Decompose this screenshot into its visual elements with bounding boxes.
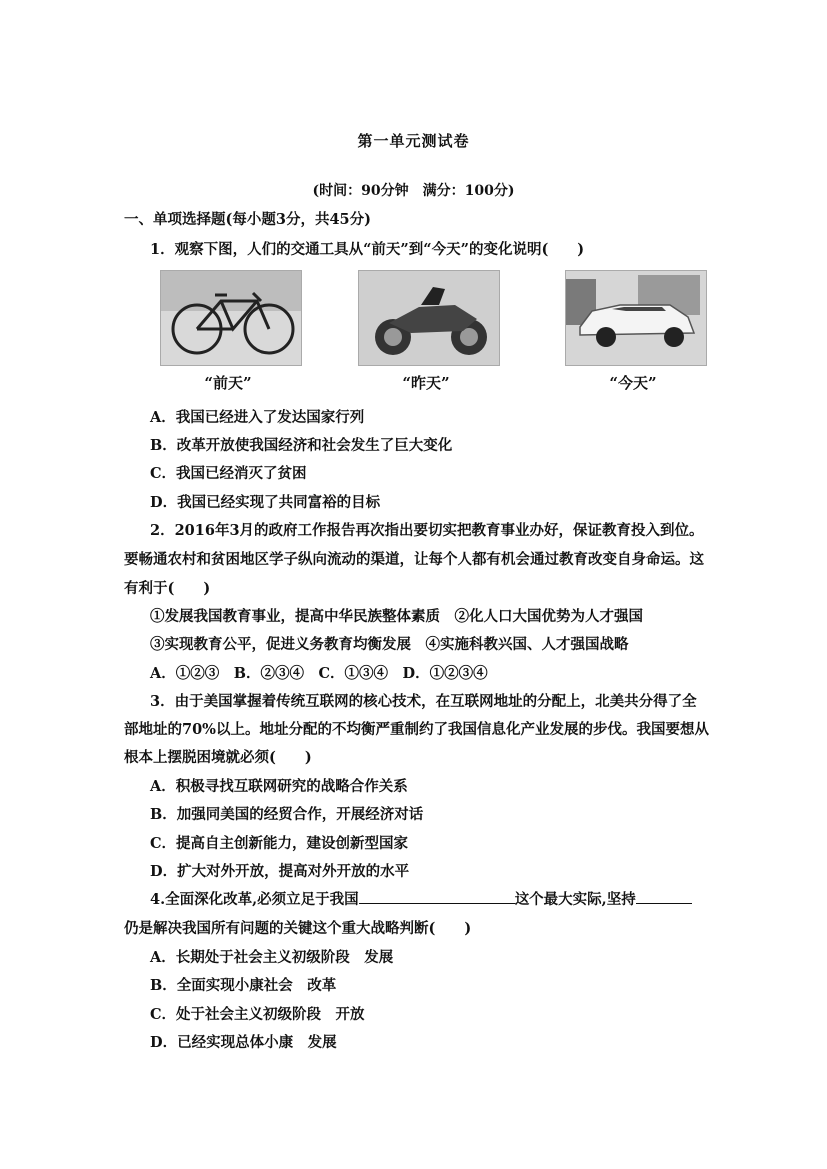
q4-option-d: D．已经实现总体小康 发展 <box>150 1034 337 1051</box>
q3-line-3: 根本上摆脱困境就必须( ) <box>124 749 312 766</box>
q2-line-1: 2．2016年3月的政府工作报告再次指出要切实把教育事业办好，保证教育投入到位。 <box>150 522 704 539</box>
q4-line-1 <box>150 888 710 909</box>
q4-line-1-start: 4.全面深化改革,必须立足于我国 <box>150 891 359 908</box>
fill-in-blank-2 <box>636 889 692 904</box>
exam-meta: (时间：90分钟 满分：100分) <box>312 183 515 199</box>
q4-option-c: C．处于社会主义初级阶段 开放 <box>150 1006 365 1023</box>
q2-options: A．①②③ B．②③④ C．①③④ D．①②③④ <box>150 665 488 682</box>
car-photo <box>565 270 707 366</box>
bicycle-photo <box>160 270 302 366</box>
q1-option-d: D．我国已经实现了共同富裕的目标 <box>150 494 381 511</box>
q2-items-2: ③实现教育公平，促进义务教育均衡发展 ④实施科教兴国、人才强国战略 <box>150 636 629 653</box>
motorcycle-photo <box>358 270 500 366</box>
caption-yesterday: “昨天” <box>402 374 450 392</box>
q3-option-b: B．加强同美国的经贸合作，开展经济对话 <box>150 806 424 823</box>
q3-line-1: 3．由于美国掌握着传统互联网的核心技术，在互联网地址的分配上，北美共分得了全 <box>150 693 697 710</box>
q3-option-d: D．扩大对外开放，提高对外开放的水平 <box>150 863 410 880</box>
q2-items-1: ①发展我国教育事业，提高中华民族整体素质 ②化人口大国优势为人才强国 <box>150 608 643 625</box>
q3-line-2: 部地址的70%以上。地址分配的不均衡严重制约了我国信息化产业发展的步伐。我国要想从 <box>124 721 709 738</box>
q4-line-1-middle: 这个最大实际,坚持 <box>514 891 636 908</box>
q1-option-b: B．改革开放使我国经济和社会发生了巨大变化 <box>150 437 453 454</box>
q3-option-a: A．积极寻找互联网研究的战略合作关系 <box>150 778 408 795</box>
caption-today: “今天” <box>609 374 657 392</box>
q1-stem: 1．观察下图，人们的交通工具从“前天”到“今天”的变化说明( ) <box>150 241 585 258</box>
q2-line-3: 有利于( ) <box>124 580 211 597</box>
caption-day-before-yesterday: “前天” <box>204 374 252 392</box>
page-title: 第一单元测试卷 <box>357 132 470 150</box>
q1-option-a: A．我国已经进入了发达国家行列 <box>150 409 365 426</box>
q1-option-c: C．我国已经消灭了贫困 <box>150 465 307 482</box>
section-heading: 一、单项选择题(每小题3分，共45分) <box>124 211 371 228</box>
q4-line-2: 仍是解决我国所有问题的关键这个重大战略判断( ) <box>124 920 472 937</box>
q4-option-b: B．全面实现小康社会 改革 <box>150 977 337 994</box>
q4-option-a: A．长期处于社会主义初级阶段 发展 <box>150 949 394 966</box>
fill-in-blank-1 <box>359 889 515 904</box>
q3-option-c: C．提高自主创新能力，建设创新型国家 <box>150 835 409 852</box>
q2-line-2: 要畅通农村和贫困地区学子纵向流动的渠道，让每个人都有机会通过教育改变自身命运。这 <box>124 551 704 568</box>
